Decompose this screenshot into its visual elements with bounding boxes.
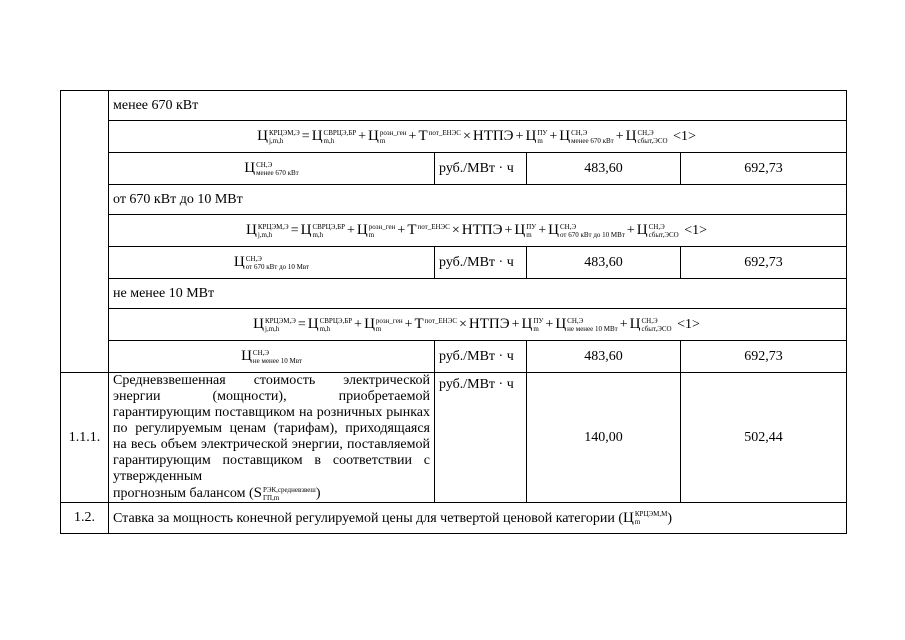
value-cell-1: 483,60: [527, 341, 681, 373]
symbol-base: Ц: [521, 316, 533, 332]
symbol-base: Ц: [246, 222, 257, 238]
symbol-indices: [429, 129, 461, 145]
group-0-title-row: [61, 91, 847, 121]
math-symbol: [626, 129, 668, 144]
symbol-indices: [253, 349, 302, 365]
symbol-base: Ц: [356, 222, 368, 238]
paren-close: ): [667, 510, 672, 526]
superscript: СН,Э: [571, 128, 588, 137]
item-description: [109, 373, 435, 503]
math-symbol: [526, 129, 548, 144]
math-symbol: [548, 223, 625, 238]
subscript: менее 670 кВт: [256, 168, 299, 177]
superscript: КРЦЭМ,Э: [265, 316, 296, 325]
superscript: пот_ЕНЭС: [417, 222, 450, 231]
symbol-indices: [269, 129, 300, 145]
symbol-base: Ц: [244, 160, 256, 176]
operator: +: [408, 129, 417, 144]
paren-open: (: [618, 510, 624, 526]
item-description-text: Ставка за мощность конечной регулируемой цены для четвертой ценовой категории: [113, 510, 615, 526]
math-symbol: [630, 317, 672, 332]
item-1-2-row: [61, 503, 847, 534]
math-symbol: [254, 486, 316, 501]
paren-close: ): [315, 486, 321, 501]
symbol-indices: [526, 223, 536, 239]
symbol-indices: [641, 317, 671, 333]
item-symbol: [618, 511, 672, 526]
math-symbol: [357, 223, 396, 238]
symbol-indices: [376, 317, 403, 333]
math-symbol: [473, 129, 514, 144]
value-cell-1: 140,00: [527, 373, 681, 503]
symbol-base: Т: [407, 222, 417, 238]
subscript: j,m,h: [268, 136, 284, 145]
symbol-indices: [649, 223, 679, 239]
math-symbol: [418, 129, 461, 144]
subscript: m: [526, 230, 532, 239]
item-number: 1.2.: [61, 503, 109, 534]
operator: =: [290, 223, 299, 238]
symbol-indices: [324, 129, 357, 145]
symbol-base: Ц: [555, 316, 567, 332]
symbol-indices: [265, 317, 296, 333]
formula-line: [246, 223, 709, 238]
value-cell-2: 502,44: [681, 373, 847, 503]
item-symbol: [249, 486, 321, 501]
math-symbol: [241, 349, 302, 364]
math-symbol: [308, 317, 352, 332]
operator: ×: [451, 223, 460, 238]
operator: +: [504, 223, 513, 238]
operator: +: [538, 223, 547, 238]
footnote-ref: <1>: [673, 317, 700, 332]
operator: +: [404, 317, 413, 332]
superscript: СН,Э: [252, 348, 270, 357]
group-1-value-row: [61, 247, 847, 279]
symbol-base: Ц: [257, 128, 268, 144]
operator: +: [347, 223, 355, 238]
paren-open: (: [248, 486, 254, 501]
symbol-base: Ц: [233, 254, 245, 270]
unit-cell: руб./МВт · ч: [435, 247, 527, 279]
symbol-indices: [256, 161, 299, 177]
symbol-indices: [380, 129, 407, 145]
math-symbol: [368, 129, 407, 144]
superscript: СН,Э: [637, 128, 654, 137]
subscript: сбыт,ЭСО: [637, 136, 668, 145]
superscript: СН,Э: [560, 222, 577, 231]
superscript: пот_ЕНЭС: [428, 128, 461, 137]
symbol-base: НТПЭ: [461, 222, 503, 238]
symbol-base: Ц: [636, 222, 648, 238]
symbol-base: Ц: [559, 128, 571, 144]
component-name: [109, 247, 435, 279]
footnote-ref: <1>: [680, 223, 707, 238]
subscript: от 670 кВт до 10 МВт: [560, 230, 625, 239]
superscript: СВРЦЭ,БР: [323, 128, 357, 137]
symbol-indices: [425, 317, 457, 333]
symbol-base: Ц: [364, 316, 375, 332]
operator: +: [515, 129, 524, 144]
math-symbol: [301, 223, 345, 238]
unit-cell: руб./МВт · ч: [435, 373, 527, 503]
symbol-base: Ц: [368, 128, 379, 144]
value-cell-1: 483,60: [527, 153, 681, 185]
symbol-base: Ц: [625, 128, 637, 144]
item-description-last-line: [113, 485, 430, 502]
symbol-indices: [258, 223, 289, 239]
unit-cell: руб./МВт · ч: [435, 153, 527, 185]
subscript: m: [634, 518, 641, 527]
symbol-base: Ц: [629, 316, 641, 332]
symbol-base: Ц: [514, 222, 526, 238]
symbol-base: Ц: [311, 128, 323, 144]
math-symbol: [407, 223, 450, 238]
subscript: m: [379, 136, 386, 145]
subscript: j,m,h: [265, 324, 280, 333]
section-title: не менее 10 МВт: [109, 279, 847, 309]
symbol-indices: [560, 223, 625, 239]
superscript: ПУ: [537, 128, 548, 137]
superscript: СН,Э: [245, 254, 262, 263]
item-description-text: Средневзвешенная стоимость электрической энергии (мощности), приобретаемой гарантирующим поставщиком на розничных рынках по регулируемым ценам (тарифам), приходящаяся на весь объем электрической энергии, поставляемой гарантирующим поставщиком в соответствии с утвержденным: [113, 373, 430, 484]
superscript: пот_ЕНЭС: [424, 316, 457, 325]
math-symbol: [246, 223, 289, 238]
superscript: СН,Э: [648, 222, 665, 231]
subscript: не менее 10 МВт: [567, 324, 618, 333]
group-2-value-row: [61, 341, 847, 373]
superscript: РЭК,средневзвеш: [263, 485, 316, 494]
math-symbol: [559, 129, 613, 144]
superscript: розн_ген: [368, 222, 396, 231]
operator: =: [301, 129, 310, 144]
subscript: m,h: [319, 324, 331, 333]
symbol-indices: [571, 129, 614, 145]
subscript: менее 670 кВт: [571, 136, 614, 145]
superscript: розн_ген: [379, 128, 407, 137]
item-description: [109, 503, 847, 534]
value-cell-2: 692,73: [681, 341, 847, 373]
symbol-indices: [533, 317, 543, 333]
group-2-formula-row: [61, 309, 847, 341]
symbol-indices: [567, 317, 618, 333]
subscript: от 670 кВт до 10 Мвт: [245, 262, 310, 271]
math-symbol: [469, 317, 510, 332]
unit-cell: руб./МВт · ч: [435, 341, 527, 373]
superscript: КРЦЭМ,Э: [268, 128, 300, 137]
subscript: m: [537, 136, 543, 145]
superscript: СН,Э: [641, 316, 658, 325]
symbol-base: Ц: [300, 222, 312, 238]
math-symbol: [312, 129, 356, 144]
symbol-indices: [418, 223, 450, 239]
group-2-title-row: [61, 279, 847, 309]
math-symbol: [522, 317, 544, 332]
math-symbol: [234, 255, 309, 270]
math-symbol: [514, 223, 536, 238]
math-symbol: [637, 223, 679, 238]
footnote-ref: <1>: [669, 129, 696, 144]
superscript: СВРЦЭ,БР: [319, 316, 353, 325]
group-1-title-row: [61, 185, 847, 215]
superscript: ПУ: [526, 222, 537, 231]
subscript: ГП,m: [263, 493, 280, 502]
section-title: от 670 кВт до 10 МВт: [109, 185, 847, 215]
superscript: СВРЦЭ,БР: [312, 222, 346, 231]
value-cell-2: 692,73: [681, 153, 847, 185]
symbol-base: Ц: [525, 128, 537, 144]
item-number: 1.1.1.: [61, 373, 109, 503]
superscript: СН,Э: [256, 160, 273, 169]
symbol-base: Ц: [548, 222, 559, 238]
number-cell-empty: [61, 91, 109, 373]
subscript: m: [375, 324, 382, 333]
symbol-base: Ц: [253, 316, 264, 332]
superscript: КРЦЭМ,М: [634, 510, 668, 519]
subscript: m: [368, 230, 375, 239]
math-symbol: [244, 161, 298, 176]
operator: ×: [459, 317, 467, 332]
operator: +: [545, 317, 554, 332]
component-name: [109, 341, 435, 373]
item-1-1-1-row: [61, 373, 847, 503]
item-description-tail: прогнозным балансом: [113, 486, 246, 501]
math-symbol: [555, 317, 617, 332]
math-symbol: [414, 317, 457, 332]
section-title: менее 670 кВт: [109, 91, 847, 121]
math-symbol: [623, 511, 667, 526]
operator: =: [297, 317, 306, 332]
symbol-indices: [246, 255, 309, 271]
symbol-base: Ц: [623, 509, 634, 526]
formula-line: [253, 317, 702, 332]
subscript: [418, 231, 450, 239]
superscript: СН,Э: [567, 316, 584, 325]
operator: +: [626, 223, 635, 238]
symbol-indices: [263, 486, 316, 502]
superscript: ПУ: [533, 316, 544, 325]
formula-line: [257, 129, 698, 144]
operator: +: [397, 223, 406, 238]
math-symbol: [462, 223, 503, 238]
symbol-base: S: [253, 485, 262, 501]
symbol-base: Ц: [307, 316, 319, 332]
operator: +: [619, 317, 628, 332]
operator: ×: [462, 129, 471, 144]
symbol-indices: [312, 223, 345, 239]
subscript: m,h: [312, 230, 324, 239]
subscript: j,m,h: [257, 230, 273, 239]
group-0-formula-row: [61, 121, 847, 153]
math-symbol: [253, 317, 296, 332]
symbol-indices: [369, 223, 396, 239]
operator: +: [354, 317, 363, 332]
tariff-table: [60, 90, 847, 534]
formula: [109, 215, 847, 247]
operator: +: [511, 317, 520, 332]
subscript: m,h: [323, 136, 335, 145]
math-symbol: [364, 317, 403, 332]
formula: [109, 121, 847, 153]
value-cell-2: 692,73: [681, 247, 847, 279]
math-symbol: [257, 129, 300, 144]
operator: +: [615, 129, 624, 144]
value-cell-1: 483,60: [527, 247, 681, 279]
subscript: сбыт,ЭСО: [648, 230, 679, 239]
symbol-indices: [635, 510, 667, 526]
symbol-indices: [320, 317, 353, 333]
operator: +: [549, 129, 558, 144]
symbol-base: НТПЭ: [468, 316, 510, 332]
subscript: [425, 325, 457, 333]
symbol-indices: [537, 129, 547, 145]
symbol-indices: [638, 129, 668, 145]
superscript: розн_ген: [375, 316, 403, 325]
component-name: [109, 153, 435, 185]
operator: +: [358, 129, 367, 144]
symbol-base: Т: [418, 128, 428, 144]
subscript: сбыт,ЭСО: [641, 324, 672, 333]
subscript: не менее 10 Мвт: [252, 356, 302, 365]
symbol-base: Ц: [241, 348, 252, 364]
symbol-base: НТПЭ: [472, 128, 514, 144]
group-1-formula-row: [61, 215, 847, 247]
group-0-value-row: [61, 153, 847, 185]
subscript: [429, 137, 461, 145]
symbol-base: Т: [414, 316, 424, 332]
superscript: КРЦЭМ,Э: [257, 222, 289, 231]
formula: [109, 309, 847, 341]
subscript: m: [533, 324, 539, 333]
